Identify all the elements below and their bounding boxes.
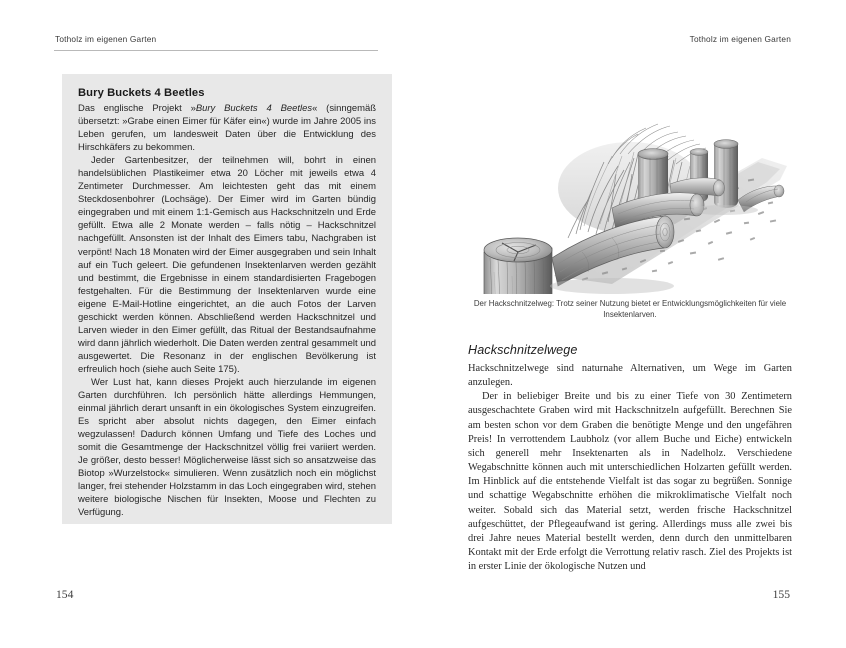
- figure-caption: Der Hackschnitzelweg: Trotz seiner Nutzung bietet er Entwicklungsmöglichkeiten für viele Insektenlarven.: [473, 299, 787, 320]
- sidebar-box-bury-buckets: [62, 74, 392, 524]
- sidebar-box-body: [78, 102, 376, 520]
- running-head-rule-left: [54, 50, 378, 51]
- sidebar-paragraph-1-post: « (sinngemäß übersetzt: »Grabe einen Eimer für Käfer ein«) wurde im Jahre 2005 ins Leben gerufen, um landesweit Daten über die Entwicklung des Hirschkäfers zu bekommen.: [78, 103, 377, 154]
- section-heading-hackschnitzelwege: Hackschnitzelwege: [468, 343, 578, 357]
- sidebar-box-title: Bury Buckets 4 Beetles: [78, 87, 205, 99]
- right-page-body: [468, 362, 792, 574]
- sidebar-paragraph-3: Wer Lust hat, kann dieses Projekt auch hierzulande im eigenen Garten durchführen. Ich persönlich hätte allerdings Hemmungen, einmal jährlich derart unsanft in ein ökologisches System einzugreifen. Es spricht aber absolut nichts dagegen, den Eimer einfach wegzulassen! Dadurch können Umfang und Tiefe des Loches und somit die Gesamtmenge der Hackschnitzel völlig frei variiert werden. Je größer, desto besser! Möglicherweise lässt sich so ansatzweise das Biotop »Wurzelstock« simulieren. Wenn zusätzlich noch ein möglichst langer, frei stehender Holzstamm in das Loch eingegraben wird, stehen weitere biologische Nischen für Insekten, Moose und Flechten zu Verfügung.: [78, 376, 376, 519]
- right-paragraph-2: Der in beliebiger Breite und bis zu einer Tiefe von 30 Zentimetern ausgeschachtete Graben wird mit Hackschnitzeln aufgefüllt. Berechnen Sie am besten schon vor dem Graben die benötigte Menge und den ungefähren Preis! In verrottendem Laubholz (vor allem Buche und Eiche) entwickeln sich generell mehr Insektenarten als in Nadelholz. Verschiedene Wegabschnitte können auch mit unterschiedlichen Holzarten gefüllt werden. Im Hinblick auf die entstehende Vielfalt ist das sogar zu begrüßen. Sonnige und schattige Wegabschnitte erhöhen die mikroklimatische Vielfalt noch weiter. Sobald sich das Material setzt, werden frische Hackschnitzel aufgeschüttet, der Pflegeaufwand ist gering. Allerdings muss alle zwei bis drei Jahre neues Material bestellt werden, denn durch den unmittelbaren Kontakt mit der Erde erfolgt die Verrottung relativ rasch. Ziel des Projekts ist in erster Linie der ökologische Nutzen und: [468, 391, 792, 573]
- running-head-right: Totholz im eigenen Garten: [689, 34, 791, 44]
- project-name-italic: Bury Buckets 4 Beetles: [195, 103, 313, 114]
- right-paragraph-1: Hackschnitzelwege sind naturnahe Alternativen, um Wege im Garten anzulegen.: [468, 363, 792, 389]
- sidebar-paragraph-1-pre: Das englische Projekt »: [78, 103, 196, 114]
- page-number-right: 155: [772, 588, 790, 601]
- sidebar-paragraph-2: Jeder Gartenbesitzer, der teilnehmen will, bohrt in einen handelsüblichen Plastikeimer etwa 20 Löcher mit jeweils etwa 4 Zentimeter Durchmesser. Am leichtesten geht das mit einem Steckdosenbohrer (Lochsäge). Der Eimer wird im Garten bündig eingegraben und mit einem 1:1-Gemisch aus Hackschnitzeln und Erde gefüllt. Etwa alle 2 Monate werden – falls nötig – Hackschnitzel nachgefüllt. Ansonsten ist der Inhalt des Eimers tabu, Nachgraben ist verpönt! Nach 18 Monaten wird der Eimer ausgegraben und sein Inhalt auf ein Tuch geleert. Die gefundenen Insektenlarven werden gezählt und bestimmt, die Ergebnisse in einem standardisierten Fragebogen festgehalten. Für die Bestimmung der Insektenlarven wurde eine eigene E-Mail-Hotline eingerichtet, an die auch Fotos der Larven geschickt werden können. Abschließend werden Hackschnitzel und Larven wieder in den Eimer gefüllt, das Ritual der Bestandsaufnahme wird dann jährlich wiederholt. Die Daten werden zentral gesammelt und ausgewertet. Die Resonanz in der englischen Bevölkerung ist erfreulich hoch (siehe auch Seite 175).: [78, 155, 376, 375]
- running-head-left: Totholz im eigenen Garten: [55, 34, 157, 44]
- sidebar-paragraph-1: [78, 102, 376, 154]
- wood-chip-path-illustration: [462, 62, 796, 294]
- page-number-left: 154: [56, 588, 74, 601]
